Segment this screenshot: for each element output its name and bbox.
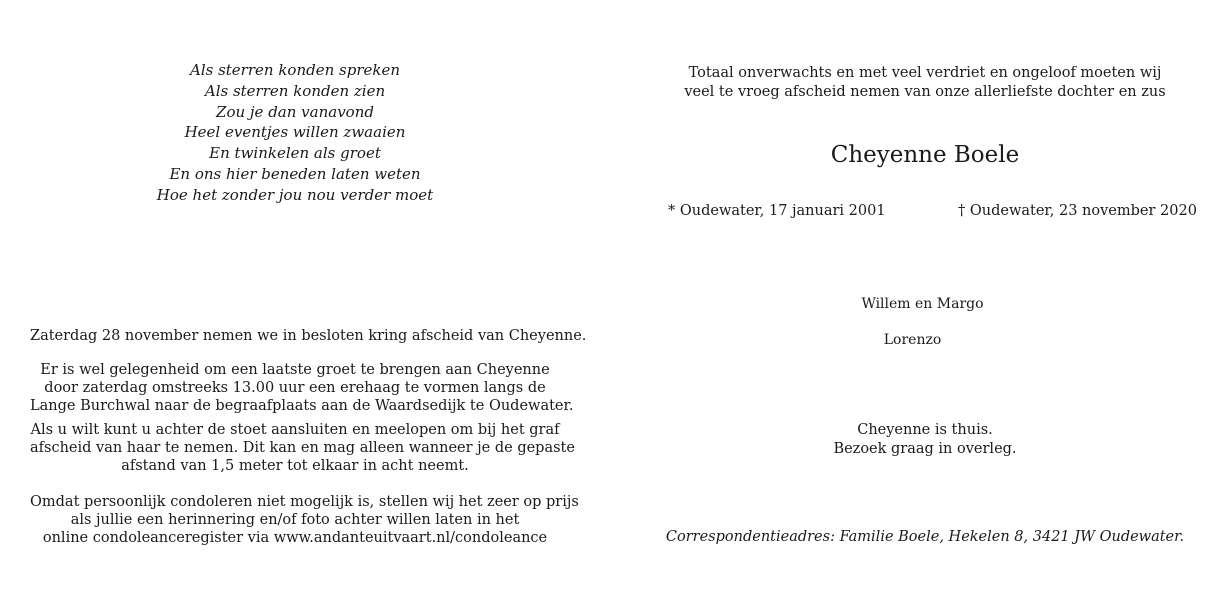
parents-names: Willem en Margo <box>861 296 984 312</box>
correspondence-address: Correspondentieadres: Familie Boele, Hekelen 8, 3421 JW Oudewater. <box>665 529 1185 545</box>
death-info: † Oudewater, 23 november 2020 <box>958 203 1197 219</box>
birth-info: * Oudewater, 17 januari 2001 <box>668 203 886 219</box>
deceased-name: Cheyenne Boele <box>830 142 1020 168</box>
note-line: Bezoek graag in overleg. <box>833 441 1017 457</box>
paragraph-line: Lange Burchwal naar de begraafplaats aan de Waardsedijk te Oudewater. <box>30 398 574 415</box>
farewell-date-paragraph <box>30 327 587 345</box>
poem-line: En ons hier beneden laten weten <box>169 164 421 183</box>
paragraph-line: Omdat persoonlijk condoleren niet mogelijk is, stellen wij het zeer op prijs <box>30 494 579 510</box>
poem-line: Als sterren konden spreken <box>189 61 400 79</box>
poem-line: Heel eventjes willen zwaaien <box>184 123 406 142</box>
intro-line: veel te vroeg afscheid nemen van onze allerliefste dochter en zus <box>684 84 1166 100</box>
procession-paragraph <box>30 421 575 476</box>
paragraph-line: afstand van 1,5 meter tot elkaar in acht neemt. <box>121 458 469 475</box>
note-line: Cheyenne is thuis. <box>857 422 993 438</box>
paragraph-line: Er is wel gelegenheid om een laatste groet te brengen aan Cheyenne <box>40 362 550 378</box>
paragraph-line: als jullie een herinnering en/of foto achter willen laten in het <box>70 512 520 529</box>
poem <box>95 60 495 206</box>
poem-line: Hoe het zonder jou nou verder moet <box>156 185 434 204</box>
paragraph-line: Zaterdag 28 november nemen we in besloten kring afscheid van Cheyenne. <box>30 328 587 344</box>
poem-line: Als sterren konden zien <box>204 81 386 100</box>
intro-line: Totaal onverwachts en met veel verdriet en ongeloof moeten wij <box>688 65 1162 81</box>
announcement-intro <box>660 64 1190 102</box>
home-visit-note <box>760 421 1090 459</box>
sibling-name: Lorenzo <box>883 332 942 348</box>
paragraph-line: online condoleanceregister via www.andanteuitvaart.nl/condoleance <box>42 530 548 547</box>
guard-of-honour-paragraph <box>30 361 574 416</box>
paragraph-line: afscheid van haar te nemen. Dit kan en mag alleen wanneer je de gepaste <box>30 440 575 457</box>
condolence-paragraph <box>30 493 579 548</box>
paragraph-line: door zaterdag omstreeks 13.00 uur een erehaag te vormen langs de <box>44 380 546 397</box>
poem-line: Zou je dan vanavond <box>216 102 374 121</box>
poem-line: En twinkelen als groet <box>209 144 381 163</box>
paragraph-line: Als u wilt kunt u achter de stoet aansluiten en meelopen om bij het graf <box>30 422 560 438</box>
